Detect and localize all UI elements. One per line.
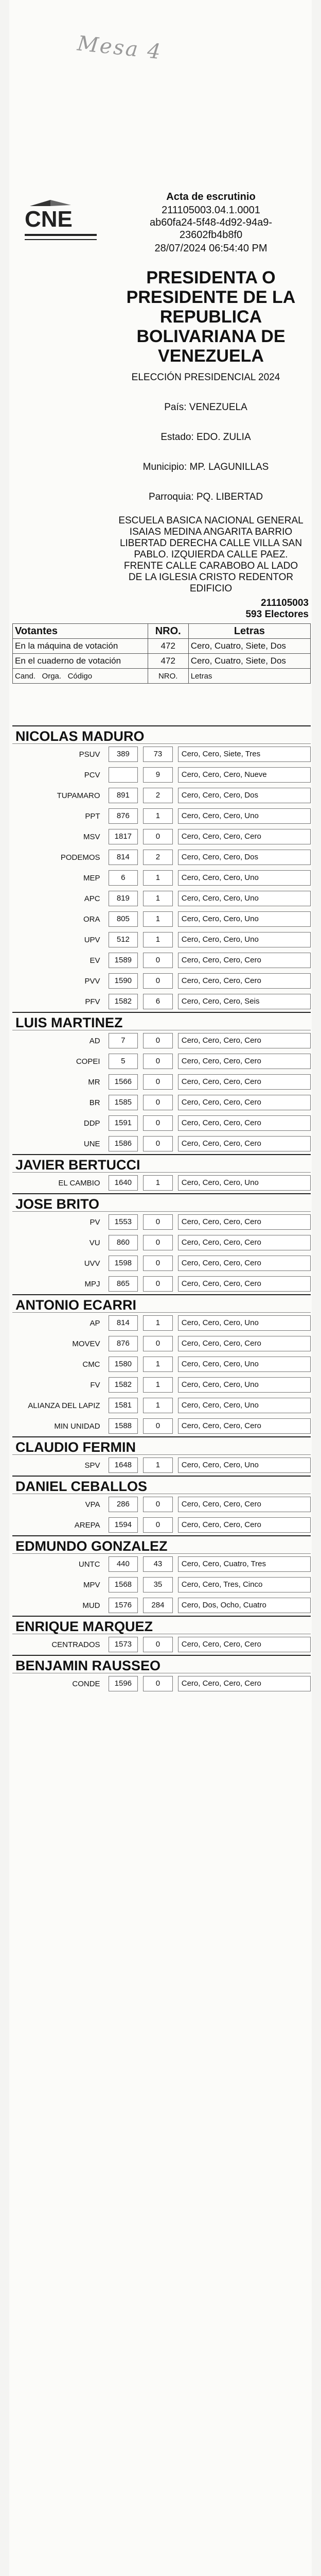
party-votes-letras: Cero, Cero, Cero, Uno — [178, 891, 311, 906]
party-code: 1585 — [109, 1095, 138, 1110]
cne-logo — [20, 196, 107, 252]
party-code: 5 — [109, 1054, 138, 1069]
party-row — [12, 1515, 311, 1535]
party-votes: 35 — [143, 1577, 173, 1592]
party-votes: 1 — [143, 1315, 173, 1331]
party-votes-letras: Cero, Cero, Cero, Cero — [178, 1517, 311, 1533]
party-row — [12, 806, 311, 826]
election-title: PRESIDENTA O PRESIDENTE DE LA REPUBLICA BOLIVARIANA DE VENEZUELA — [126, 268, 296, 366]
party-votes-letras: Cero, Cero, Cero, Cero — [178, 1676, 311, 1691]
party-org: UNE — [83, 1139, 100, 1148]
party-votes-letras: Cero, Cero, Cero, Uno — [178, 870, 311, 886]
party-votes: 0 — [143, 1235, 173, 1250]
party-votes: 1 — [143, 891, 173, 906]
acta-timestamp: 28/07/2024 06:54:40 PM — [154, 243, 268, 254]
row-label: En el cuaderno de votación — [13, 654, 148, 669]
party-code: 1586 — [109, 1136, 138, 1151]
col-letras: Letras — [188, 624, 310, 639]
party-votes: 0 — [143, 1517, 173, 1533]
party-row — [12, 1634, 311, 1655]
party-votes-letras: Cero, Cero, Cero, Cero — [178, 1115, 311, 1131]
party-org: MSV — [83, 832, 100, 841]
candidate-name: CLAUDIO FERMIN — [12, 1436, 311, 1455]
party-votes: 1 — [143, 1175, 173, 1191]
party-org: CONDE — [72, 1679, 100, 1688]
row-num: 472 — [148, 639, 188, 654]
party-votes-letras: Cero, Cero, Cero, Uno — [178, 1398, 311, 1413]
party-code: 1817 — [109, 829, 138, 844]
party-code: 876 — [109, 808, 138, 824]
electores: 593 Electores — [245, 609, 309, 620]
party-votes: 6 — [143, 994, 173, 1009]
candidate-name: DANIEL CEBALLOS — [12, 1476, 311, 1494]
candidate-name: LUIS MARTINEZ — [12, 1012, 311, 1030]
candidate-name: ANTONIO ECARRI — [12, 1294, 311, 1313]
party-org: MOVEV — [72, 1339, 100, 1348]
party-org: APC — [84, 894, 100, 903]
party-code: 512 — [109, 932, 138, 947]
party-votes-letras: Cero, Cero, Cero, Nueve — [178, 767, 311, 783]
party-row — [12, 1051, 311, 1072]
party-votes-letras: Cero, Cero, Cero, Uno — [178, 1377, 311, 1393]
party-org: ALIANZA DEL LAPIZ — [28, 1401, 100, 1410]
party-org: MR — [88, 1077, 100, 1087]
party-votes: 0 — [143, 973, 173, 989]
party-org: UVV — [84, 1259, 100, 1268]
party-votes-letras: Cero, Cero, Cero, Cero — [178, 1136, 311, 1151]
voters-table: Votantes NRO. Letras En la máquina de votación 472 Cero, Cuatro, Siete, Dos En el cuaderno de votación 472 Cero, Cuatro, Siete, Dos Cand. Orga. Código NRO. Letras — [12, 623, 311, 684]
party-code: 1573 — [109, 1637, 138, 1652]
party-votes: 73 — [143, 747, 173, 762]
party-code: 1596 — [109, 1676, 138, 1691]
party-votes: 1 — [143, 808, 173, 824]
party-row — [12, 1455, 311, 1476]
party-row — [12, 1173, 311, 1193]
party-org: ORA — [83, 914, 100, 924]
party-code: 1580 — [109, 1357, 138, 1372]
party-votes: 1 — [143, 870, 173, 886]
party-row — [12, 1595, 311, 1616]
row-letras: Cero, Cuatro, Siete, Dos — [188, 654, 310, 669]
candidate-name: ENRIQUE MARQUEZ — [12, 1616, 311, 1634]
party-votes-letras: Cero, Dos, Ocho, Cuatro — [178, 1598, 311, 1613]
party-org: MEP — [83, 873, 100, 883]
party-row — [12, 1574, 311, 1595]
party-code: 389 — [109, 747, 138, 762]
center-code-electores — [245, 598, 309, 620]
row-letras: Cero, Cuatro, Siete, Dos — [188, 639, 310, 654]
party-row — [12, 765, 311, 785]
party-votes-letras: Cero, Cero, Cero, Cero — [178, 1637, 311, 1652]
party-votes-letras: Cero, Cero, Cero, Cero — [178, 1095, 311, 1110]
candidate-name: JOSE BRITO — [12, 1193, 311, 1212]
party-code: 819 — [109, 891, 138, 906]
handwritten-table-number: Mesa 4 — [76, 31, 164, 64]
party-code: 1648 — [109, 1458, 138, 1473]
party-code: 440 — [109, 1556, 138, 1572]
party-code: 1582 — [109, 1377, 138, 1393]
party-votes-letras: Cero, Cero, Cero, Cero — [178, 1074, 311, 1090]
party-row — [12, 1072, 311, 1092]
party-row — [12, 1253, 311, 1274]
party-votes: 284 — [143, 1598, 173, 1613]
party-votes-letras: Cero, Cero, Cero, Uno — [178, 1175, 311, 1191]
col-votantes: Votantes — [13, 624, 148, 639]
col-nro: NRO. — [148, 624, 188, 639]
acta-title: Acta de escrutinio — [166, 191, 256, 202]
party-votes: 0 — [143, 1115, 173, 1131]
party-row — [12, 888, 311, 909]
party-row — [12, 1416, 311, 1436]
party-votes-letras: Cero, Cero, Cero, Uno — [178, 1315, 311, 1331]
party-org: EL CAMBIO — [58, 1178, 100, 1188]
party-code: 814 — [109, 1315, 138, 1331]
party-org: SPV — [84, 1461, 100, 1470]
party-votes: 0 — [143, 1637, 173, 1652]
party-votes: 0 — [143, 829, 173, 844]
party-votes: 0 — [143, 1033, 173, 1048]
party-row — [12, 1333, 311, 1354]
party-code: 1590 — [109, 973, 138, 989]
party-code: 891 — [109, 788, 138, 803]
party-votes-letras: Cero, Cero, Cuatro, Tres — [178, 1556, 311, 1572]
party-row — [12, 1232, 311, 1253]
party-org: PPT — [85, 811, 100, 821]
party-votes-letras: Cero, Cero, Cero, Cero — [178, 1497, 311, 1512]
party-votes-letras: Cero, Cero, Cero, Uno — [178, 1357, 311, 1372]
party-org: PFV — [85, 997, 100, 1006]
party-code: 7 — [109, 1033, 138, 1048]
party-votes-letras: Cero, Cero, Cero, Uno — [178, 932, 311, 947]
party-row — [12, 1554, 311, 1574]
party-votes-letras: Cero, Cero, Cero, Cero — [178, 1418, 311, 1434]
party-votes: 0 — [143, 1136, 173, 1151]
party-row — [12, 1092, 311, 1113]
party-code: 1594 — [109, 1517, 138, 1533]
party-votes: 0 — [143, 1276, 173, 1292]
party-votes-letras: Cero, Cero, Cero, Cero — [178, 1235, 311, 1250]
acta-hash-2: 23602fb4b8f0 — [179, 229, 243, 241]
party-votes-letras: Cero, Cero, Cero, Cero — [178, 1054, 311, 1069]
party-org: MUD — [82, 1601, 100, 1610]
party-votes-letras: Cero, Cero, Siete, Tres — [178, 747, 311, 762]
party-code: 1568 — [109, 1577, 138, 1592]
school-address: ESCUELA BASICA NACIONAL GENERAL ISAIAS MEDINA ANGARITA BARRIO LIBERTAD DERECHA CALLE VILLA SAN PABLO. IZQUIERDA CALLE PAEZ. FRENTE CALLE CARABOBO AL LADO DE LA IGLESIA CRISTO REDENTOR EDIFICIO — [118, 515, 304, 594]
estado: Estado: EDO. ZULIA — [160, 432, 251, 443]
party-org: PV — [90, 1217, 100, 1227]
row-num: 472 — [148, 654, 188, 669]
party-code: 6 — [109, 870, 138, 886]
party-code: 805 — [109, 911, 138, 927]
row-label: En la máquina de votación — [13, 639, 148, 654]
acta-code: 211105003.04.1.0001 — [162, 205, 260, 216]
party-row — [12, 1274, 311, 1294]
party-row — [12, 868, 311, 888]
party-code: 1581 — [109, 1398, 138, 1413]
party-org: EV — [90, 956, 100, 965]
col-labels: Cand. Orga. Código — [13, 669, 148, 684]
party-votes: 1 — [143, 932, 173, 947]
party-votes-letras: Cero, Cero, Cero, Cero — [178, 953, 311, 968]
candidate-name: EDMUNDO GONZALEZ — [12, 1535, 311, 1554]
party-votes-letras: Cero, Cero, Cero, Uno — [178, 1458, 311, 1473]
pais: País: VENEZUELA — [164, 402, 247, 413]
party-org: DDP — [83, 1118, 100, 1128]
party-votes: 0 — [143, 1256, 173, 1271]
party-votes: 0 — [143, 1095, 173, 1110]
party-code: 1591 — [109, 1115, 138, 1131]
party-votes: 2 — [143, 788, 173, 803]
candidate-name: BENJAMIN RAUSSEO — [12, 1655, 311, 1673]
party-row — [12, 929, 311, 950]
party-org: VU — [89, 1238, 100, 1247]
party-votes: 43 — [143, 1556, 173, 1572]
party-votes-letras: Cero, Cero, Cero, Cero — [178, 1214, 311, 1230]
candidate-name: NICOLAS MADURO — [12, 725, 311, 744]
party-votes: 0 — [143, 953, 173, 968]
party-votes: 0 — [143, 1676, 173, 1691]
party-row — [12, 1395, 311, 1416]
party-code: 814 — [109, 850, 138, 865]
party-org: AP — [90, 1318, 100, 1328]
candidates-section — [12, 725, 311, 1694]
municipio: Municipio: MP. LAGUNILLAS — [142, 462, 269, 472]
party-votes: 0 — [143, 1336, 173, 1351]
party-code: 1598 — [109, 1256, 138, 1271]
party-org: VPA — [85, 1500, 100, 1509]
party-votes: 1 — [143, 1377, 173, 1393]
party-votes: 0 — [143, 1497, 173, 1512]
party-votes: 0 — [143, 1054, 173, 1069]
party-org: AREPA — [74, 1520, 100, 1530]
center-code: 211105003 — [260, 598, 309, 608]
party-code: 1588 — [109, 1418, 138, 1434]
party-votes-letras: Cero, Cero, Cero, Dos — [178, 850, 311, 865]
party-row — [12, 1113, 311, 1133]
party-votes-letras: Cero, Cero, Cero, Cero — [178, 829, 311, 844]
eleccion: ELECCIÓN PRESIDENCIAL 2024 — [131, 372, 280, 383]
party-votes-letras: Cero, Cero, Cero, Cero — [178, 1033, 311, 1048]
party-votes-letras: Cero, Cero, Cero, Cero — [178, 1336, 311, 1351]
party-votes: 1 — [143, 1458, 173, 1473]
party-row — [12, 1313, 311, 1333]
party-code: 1576 — [109, 1598, 138, 1613]
party-votes-letras: Cero, Cero, Cero, Uno — [178, 808, 311, 824]
party-code: 1640 — [109, 1175, 138, 1191]
party-row — [12, 1673, 311, 1694]
party-row — [12, 1133, 311, 1154]
party-row — [12, 785, 311, 806]
party-votes: 1 — [143, 1398, 173, 1413]
party-code: 865 — [109, 1276, 138, 1292]
party-votes: 9 — [143, 767, 173, 783]
party-votes-letras: Cero, Cero, Cero, Cero — [178, 1276, 311, 1292]
party-org: MPJ — [84, 1279, 100, 1289]
party-org: CENTRADOS — [51, 1640, 100, 1649]
party-votes-letras: Cero, Cero, Cero, Dos — [178, 788, 311, 803]
candidate-name: JAVIER BERTUCCI — [12, 1154, 311, 1173]
party-code: 1589 — [109, 953, 138, 968]
party-org: FV — [90, 1380, 100, 1389]
party-org: MPV — [83, 1580, 100, 1589]
party-org: CMC — [82, 1360, 100, 1369]
party-votes: 0 — [143, 1214, 173, 1230]
party-org: PSUV — [79, 750, 100, 759]
party-votes-letras: Cero, Cero, Tres, Cinco — [178, 1577, 311, 1592]
party-code: 876 — [109, 1336, 138, 1351]
party-row — [12, 826, 311, 847]
party-votes-letras: Cero, Cero, Cero, Seis — [178, 994, 311, 1009]
party-votes: 0 — [143, 1418, 173, 1434]
party-org: COPEI — [76, 1057, 100, 1066]
party-code — [109, 767, 138, 783]
party-votes-letras: Cero, Cero, Cero, Uno — [178, 911, 311, 927]
party-row — [12, 847, 311, 868]
party-row — [12, 1030, 311, 1051]
party-row — [12, 950, 311, 971]
party-votes: 1 — [143, 911, 173, 927]
party-code: 286 — [109, 1497, 138, 1512]
party-code: 1553 — [109, 1214, 138, 1230]
party-votes: 0 — [143, 1074, 173, 1090]
party-row — [12, 991, 311, 1012]
party-org: BR — [89, 1098, 100, 1107]
acta-hash-1: ab60fa24-5f48-4d92-94a9- — [150, 217, 272, 228]
party-votes-letras: Cero, Cero, Cero, Cero — [178, 973, 311, 989]
party-row — [12, 1354, 311, 1375]
party-org: UPV — [84, 935, 100, 944]
party-row — [12, 971, 311, 991]
party-org: AD — [89, 1036, 100, 1045]
party-org: UNTC — [78, 1560, 100, 1569]
party-votes: 1 — [143, 1357, 173, 1372]
svg-text:CNE: CNE — [25, 207, 73, 232]
party-row — [12, 744, 311, 765]
party-org: TUPAMARO — [57, 791, 100, 800]
party-code: 1582 — [109, 994, 138, 1009]
party-votes-letras: Cero, Cero, Cero, Cero — [178, 1256, 311, 1271]
party-org: PVV — [84, 976, 100, 986]
party-row — [12, 1375, 311, 1395]
parroquia: Parroquia: PQ. LIBERTAD — [148, 492, 263, 502]
party-row — [12, 1212, 311, 1232]
party-code: 860 — [109, 1235, 138, 1250]
party-row — [12, 909, 311, 929]
party-code: 1566 — [109, 1074, 138, 1090]
party-org: PODEMOS — [60, 853, 100, 862]
party-votes: 2 — [143, 850, 173, 865]
party-org: PCV — [84, 770, 100, 779]
party-row — [12, 1494, 311, 1515]
party-org: MIN UNIDAD — [54, 1421, 100, 1431]
